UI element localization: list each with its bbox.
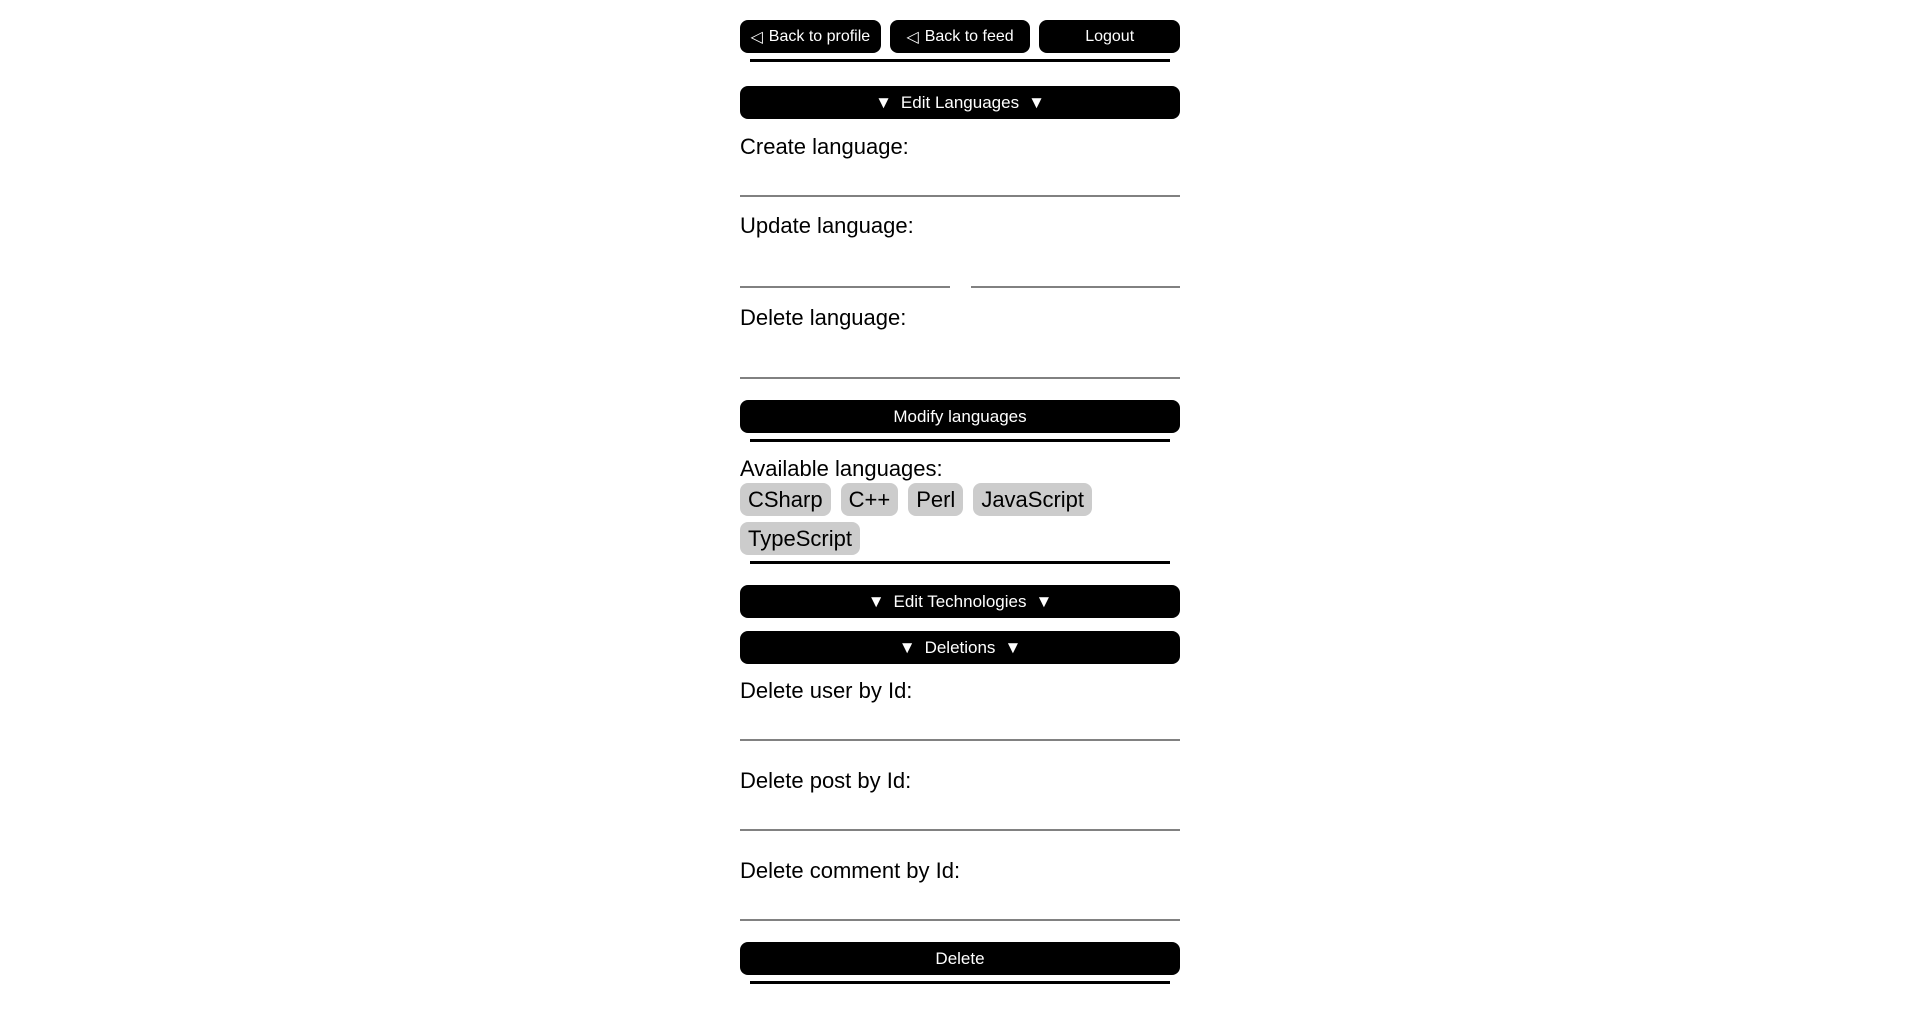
available-languages-list [740, 483, 1180, 555]
update-language-row [740, 238, 1180, 288]
back-to-feed-label: Back to feed [924, 27, 1014, 45]
back-arrow-icon: ◁ [750, 28, 763, 46]
chevron-down-icon: ▼ [1004, 637, 1022, 657]
modify-languages-label: Modify languages [893, 406, 1027, 426]
deletions-toggle-label: Deletions [924, 637, 996, 657]
back-to-feed-button[interactable] [890, 20, 1031, 53]
create-language-label: Create language: [740, 134, 909, 159]
modify-languages-button[interactable] [740, 400, 1180, 433]
back-to-profile-label: Back to profile [768, 27, 871, 45]
edit-technologies-toggle[interactable] [740, 585, 1180, 618]
chevron-down-icon: ▼ [1035, 591, 1053, 611]
language-tag[interactable]: JavaScript [973, 483, 1092, 516]
section-divider [750, 59, 1170, 62]
language-tag[interactable]: C++ [841, 483, 899, 516]
section-divider [750, 561, 1170, 564]
language-tag[interactable]: Perl [908, 483, 963, 516]
delete-post-label: Delete post by Id: [740, 768, 912, 793]
delete-button[interactable] [740, 942, 1180, 975]
back-arrow-icon: ◁ [906, 28, 919, 46]
delete-language-input[interactable] [740, 330, 1180, 379]
edit-technologies-toggle-label: Edit Technologies [893, 591, 1027, 611]
update-language-label: Update language: [740, 213, 914, 238]
delete-user-label: Delete user by Id: [740, 678, 913, 703]
chevron-down-icon: ▼ [875, 92, 892, 112]
back-to-profile-button[interactable] [740, 20, 881, 53]
edit-languages-toggle[interactable] [740, 86, 1180, 119]
delete-user-input[interactable] [740, 703, 1180, 741]
delete-post-input[interactable] [740, 793, 1180, 831]
chevron-down-icon: ▼ [898, 637, 916, 657]
chevron-down-icon: ▼ [1028, 92, 1045, 112]
logout-button[interactable] [1039, 20, 1180, 53]
delete-comment-input[interactable] [740, 883, 1180, 921]
top-nav [740, 20, 1180, 53]
delete-language-label: Delete language: [740, 305, 907, 330]
content-column [740, 0, 1180, 984]
chevron-down-icon: ▼ [867, 591, 885, 611]
logout-label: Logout [1085, 27, 1135, 45]
delete-button-label: Delete [935, 948, 985, 968]
create-language-input[interactable] [740, 159, 1180, 197]
section-divider [750, 981, 1170, 984]
update-language-new-input[interactable] [971, 238, 1181, 288]
delete-comment-label: Delete comment by Id: [740, 858, 961, 883]
section-divider [750, 439, 1170, 442]
language-tag[interactable]: TypeScript [740, 522, 860, 555]
language-tag[interactable]: CSharp [740, 483, 831, 516]
deletions-toggle[interactable] [740, 631, 1180, 664]
update-language-old-input[interactable] [740, 238, 950, 288]
available-languages-label: Available languages: [740, 456, 943, 481]
edit-languages-toggle-label: Edit Languages [900, 92, 1020, 112]
